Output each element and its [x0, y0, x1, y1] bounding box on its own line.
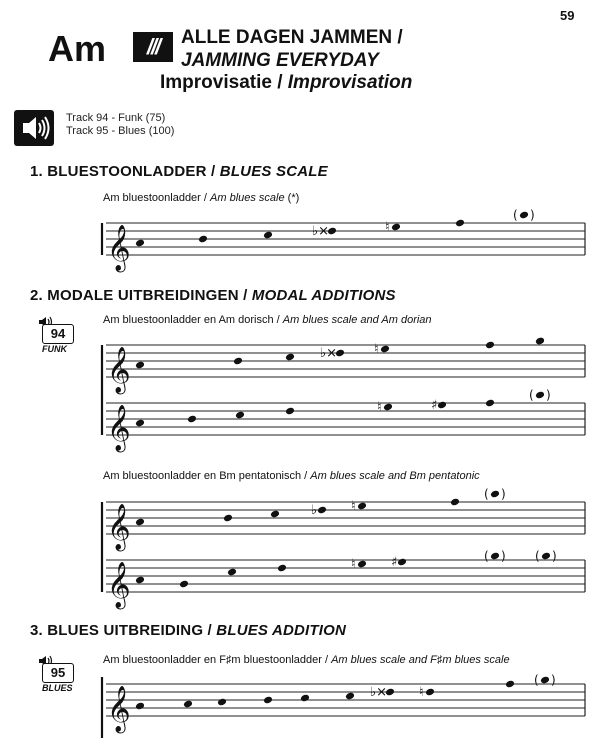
section-2-heading-en: MODAL ADDITIONS — [251, 287, 396, 304]
note-head — [535, 391, 545, 400]
note-head — [485, 399, 495, 408]
badge-label: BLUES — [42, 683, 73, 693]
subtitle — [160, 72, 412, 94]
accidental: ♯ — [431, 398, 438, 413]
staff-dorian-system — [100, 340, 588, 450]
accidental: ♭× — [312, 224, 330, 239]
note-head — [285, 353, 295, 362]
accidental: ♭ — [311, 503, 318, 518]
note-head — [263, 696, 273, 705]
badge-label: FUNK — [42, 344, 67, 354]
track-badge-95[interactable] — [38, 655, 82, 695]
treble-clef: 𝄞 — [107, 504, 131, 550]
caption-en: Am blues scale and Am dorian — [282, 314, 432, 326]
note-head — [317, 506, 327, 515]
note-head — [345, 692, 355, 701]
staff-pentatonic-system — [100, 487, 588, 608]
note-head — [380, 345, 390, 354]
accidental: ♮ — [374, 342, 379, 357]
note-head — [450, 498, 460, 507]
note-head — [397, 558, 407, 567]
track-list — [66, 112, 174, 138]
note-head — [198, 235, 208, 244]
caption-nl: Am bluestoonladder en Am dorisch / — [103, 314, 283, 326]
accidental: ♯ — [391, 555, 398, 570]
note-head — [183, 700, 193, 709]
paren-open: ( — [534, 673, 539, 687]
note-head — [135, 361, 145, 370]
note-head — [455, 219, 465, 228]
title-dutch: ALLE DAGEN JAMMEN / — [181, 27, 403, 48]
note-head — [270, 510, 280, 519]
paren-close: ) — [552, 549, 557, 563]
note-head — [135, 419, 145, 428]
note-head — [535, 337, 545, 346]
badge-number: 94 — [42, 324, 74, 344]
section-3-heading — [30, 622, 346, 639]
note-head — [391, 223, 401, 232]
subtitle-english: Improvisation — [287, 72, 413, 93]
note-head — [357, 560, 367, 569]
paren-close: ) — [551, 673, 556, 687]
note-head — [425, 688, 435, 697]
treble-clef: 𝄞 — [107, 225, 131, 271]
section-1-heading-en: BLUES SCALE — [219, 163, 328, 180]
paren-open: ( — [529, 388, 534, 402]
staff-blues-scale — [100, 208, 588, 271]
section-1-heading-nl: 1. BLUESTOONLADDER / — [30, 163, 220, 180]
note-head — [490, 490, 500, 499]
caption-footnote-mark: (*) — [284, 192, 300, 204]
accidental: ♭× — [370, 685, 388, 700]
treble-clef: 𝄞 — [107, 347, 131, 393]
treble-clef: 𝄞 — [107, 686, 131, 732]
note-head — [357, 502, 367, 511]
accidental: ♭× — [320, 346, 338, 361]
note-head — [277, 564, 287, 573]
accidental: ♮ — [351, 557, 356, 572]
note-head — [235, 411, 245, 420]
note-head — [223, 514, 233, 523]
section-3-heading-en: BLUES ADDITION — [216, 622, 347, 639]
note-head — [179, 580, 189, 589]
accidental: ♮ — [385, 220, 390, 235]
caption-en: Am blues scale — [210, 192, 285, 204]
subtitle-dutch: Improvisatie / — [160, 72, 288, 93]
note-head — [135, 518, 145, 527]
note-head — [187, 415, 197, 424]
note-head — [540, 676, 550, 685]
note-head — [285, 407, 295, 416]
section-2-heading-nl: 2. MODALE UITBREIDINGEN / — [30, 287, 252, 304]
caption-en: Am blues scale and F♯m blues scale — [331, 654, 510, 666]
badge-number: 95 — [42, 663, 74, 683]
section-2-caption-b — [103, 470, 480, 482]
chord-key-label: Am — [48, 28, 107, 69]
note-head — [227, 568, 237, 577]
note-head — [135, 239, 145, 248]
note-head — [437, 401, 447, 410]
note-head — [541, 552, 551, 561]
treble-clef: 𝄞 — [107, 562, 131, 608]
caption-en: Am blues scale and Bm pentatonic — [310, 470, 480, 482]
paren-open: ( — [484, 549, 489, 563]
note-head — [485, 341, 495, 350]
audio-speaker-icon[interactable] — [14, 110, 54, 146]
caption-nl: Am bluestoonladder / — [103, 192, 211, 204]
paren-open: ( — [535, 549, 540, 563]
note-head — [135, 576, 145, 585]
section-1-heading — [30, 163, 328, 180]
paren-close: ) — [501, 487, 506, 501]
slash-marker: /// — [133, 32, 173, 62]
accidental: ♮ — [351, 499, 356, 514]
note-head — [135, 702, 145, 711]
section-1-caption — [103, 192, 299, 204]
section-2-heading — [30, 287, 396, 304]
page-number: 59 — [560, 8, 575, 23]
note-head — [505, 680, 515, 689]
staff-fsharp-blues-system — [100, 672, 588, 742]
accidental: ♮ — [419, 685, 424, 700]
title-english: JAMMING EVERYDAY — [181, 50, 379, 71]
track-94: Track 94 - Funk (75) — [66, 112, 166, 124]
accidental: ♮ — [377, 400, 382, 415]
section-3-heading-nl: 3. BLUES UITBREIDING / — [30, 622, 217, 639]
caption-nl: Am bluestoonladder en Bm pentatonisch / — [103, 470, 311, 482]
track-badge-94[interactable] — [38, 316, 82, 356]
paren-open: ( — [513, 208, 518, 222]
note-head — [490, 552, 500, 561]
paren-close: ) — [546, 388, 551, 402]
note-head — [383, 403, 393, 412]
note-head — [300, 694, 310, 703]
paren-close: ) — [530, 208, 535, 222]
treble-clef: 𝄞 — [107, 405, 131, 451]
track-95: Track 95 - Blues (100) — [66, 125, 175, 137]
note-head — [263, 231, 273, 240]
paren-open: ( — [484, 487, 489, 501]
section-3-caption — [103, 654, 510, 666]
caption-nl: Am bluestoonladder en F♯m bluestoonladder / — [103, 654, 332, 666]
note-head — [217, 698, 227, 707]
note-head — [519, 211, 529, 220]
section-2-caption-a — [103, 314, 432, 326]
note-head — [233, 357, 243, 366]
paren-close: ) — [501, 549, 506, 563]
